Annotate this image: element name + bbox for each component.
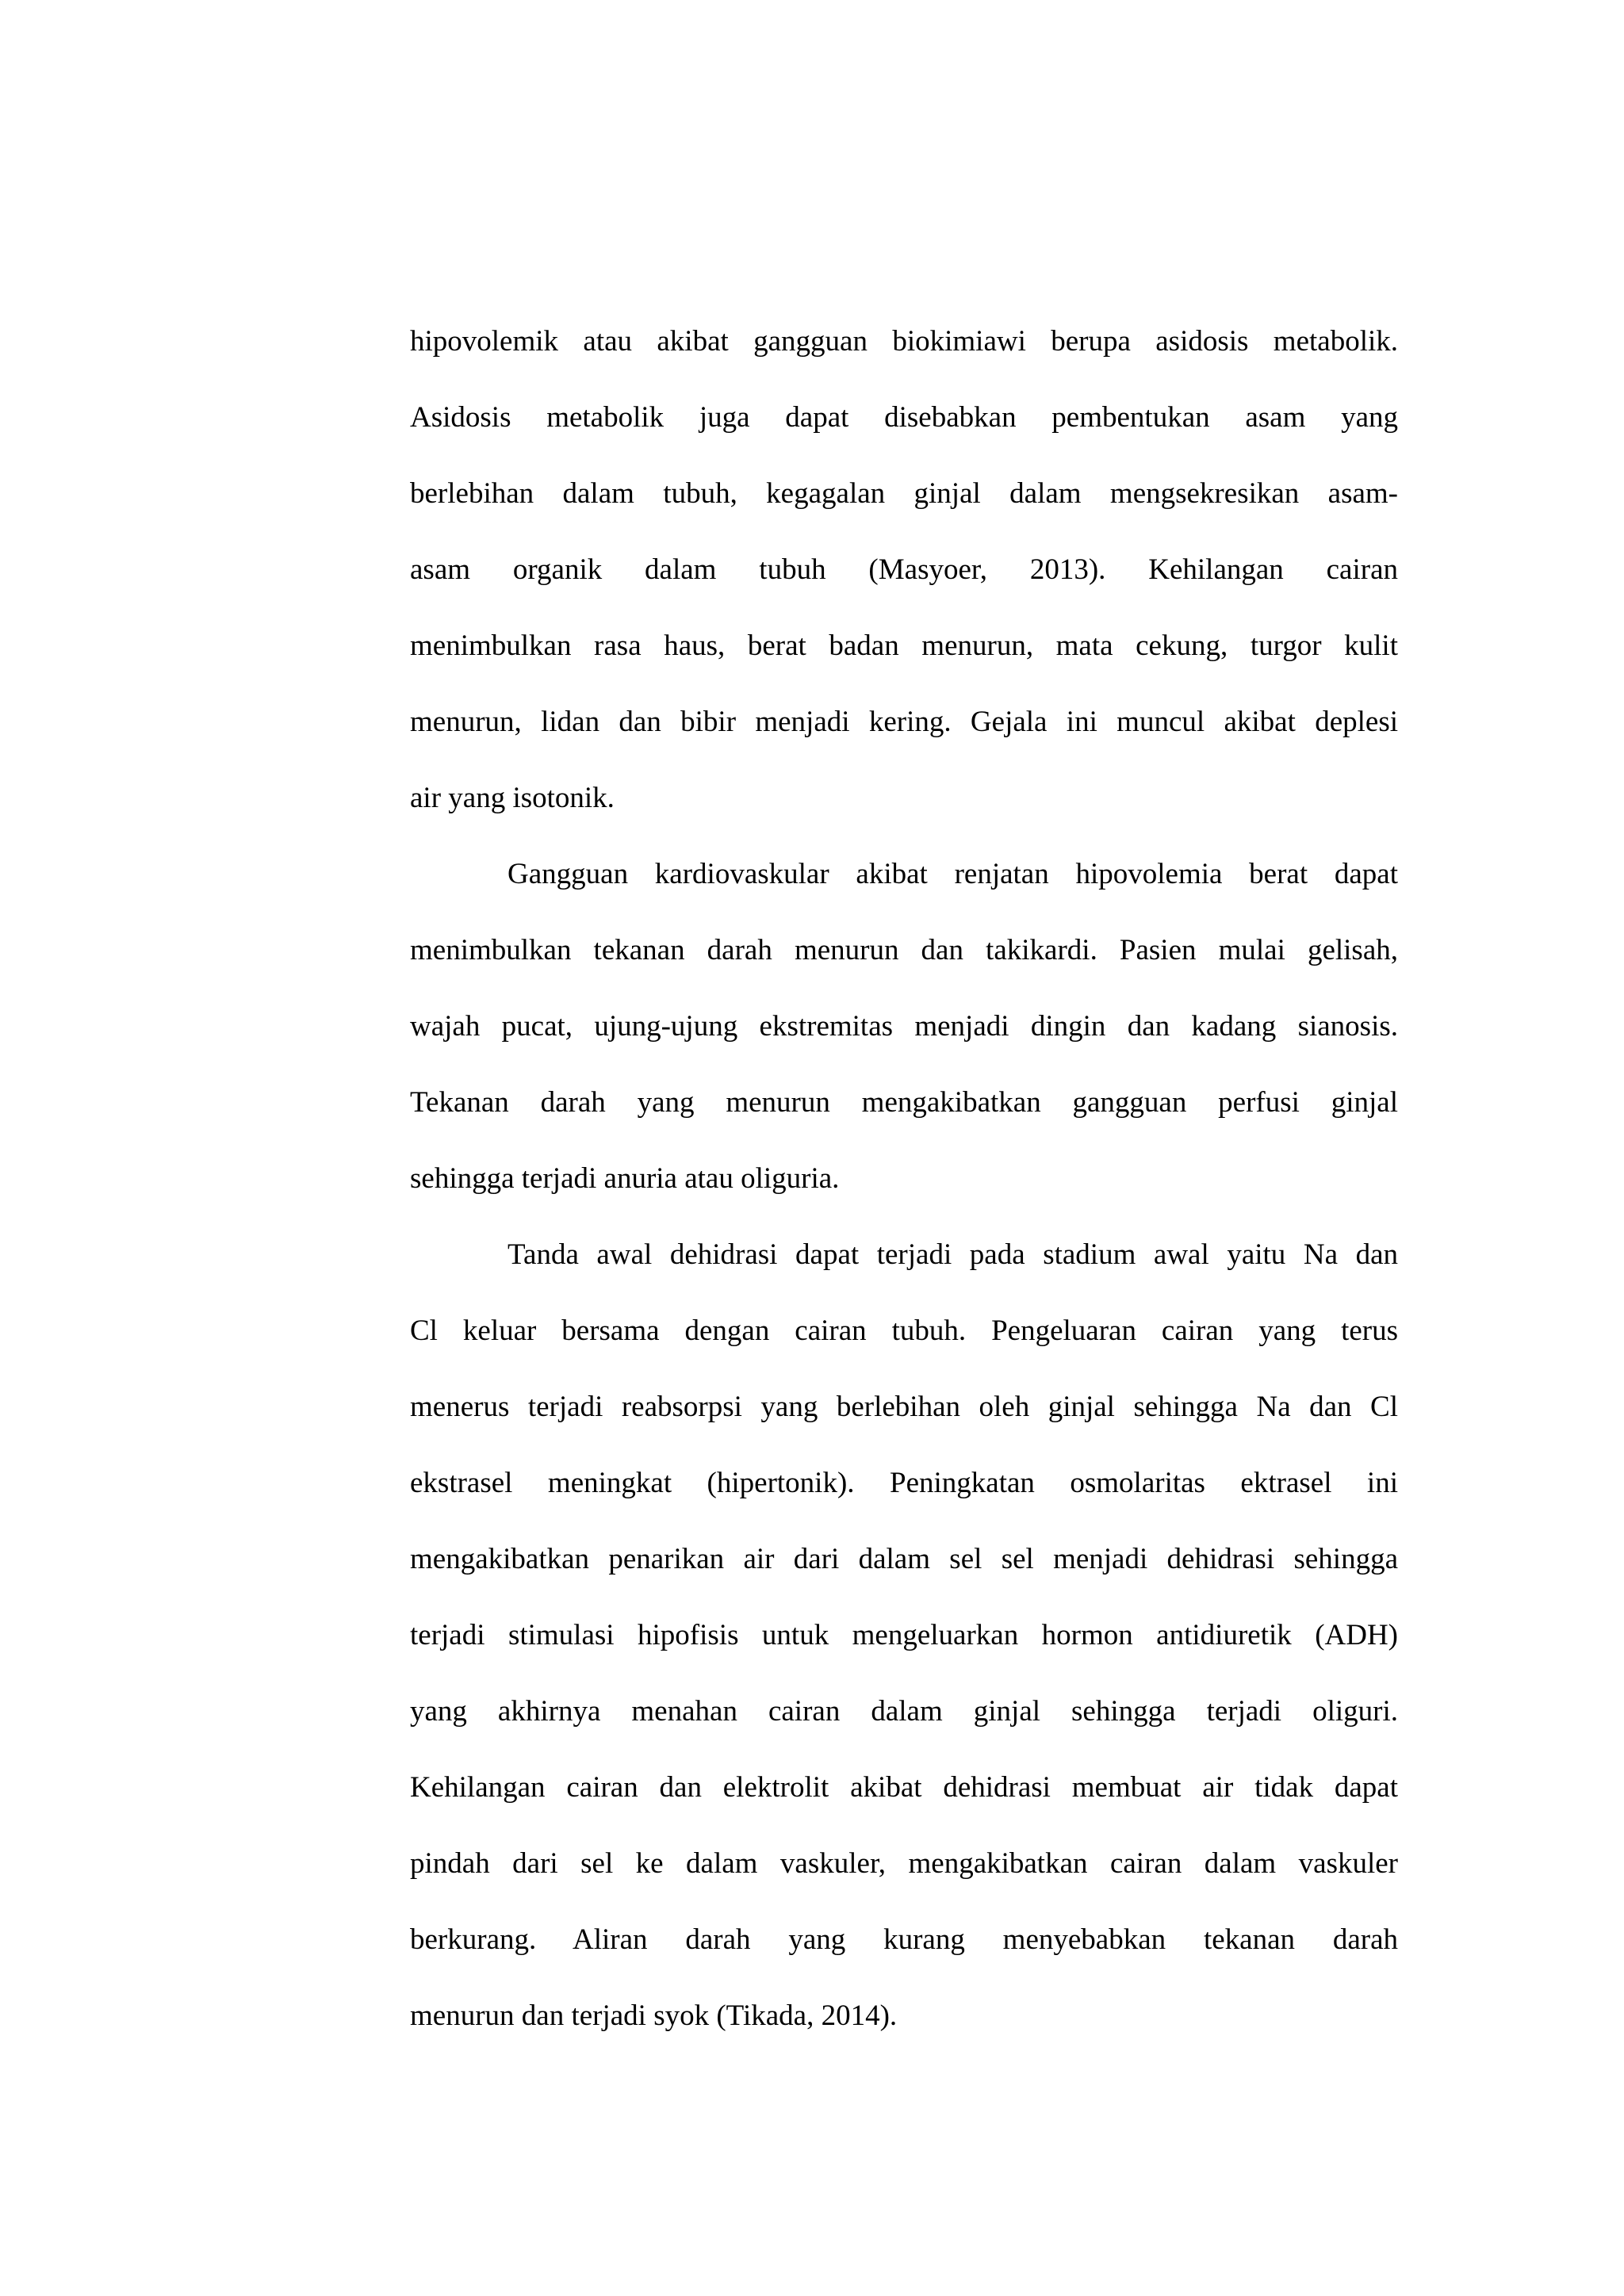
text-line: ekstrasel meningkat (hipertonik). Peningkatan osmolaritas ektrasel ini (410, 1467, 1398, 1499)
text-line: Asidosis metabolik juga dapat disebabkan pembentukan asam yang (410, 401, 1398, 434)
text-line: pindah dari sel ke dalam vaskuler, mengakibatkan cairan dalam vaskuler (410, 1847, 1398, 1880)
text-line: wajah pucat, ujung-ujung ekstremitas menjadi dingin dan kadang sianosis. (410, 1010, 1398, 1043)
text-line: yang akhirnya menahan cairan dalam ginjal sehingga terjadi oliguri. (410, 1695, 1398, 1728)
text-line: menurun, lidan dan bibir menjadi kering. Gejala ini muncul akibat deplesi (410, 706, 1398, 738)
body-text (410, 304, 1398, 2054)
text-line: terjadi stimulasi hipofisis untuk mengeluarkan hormon antidiuretik (ADH) (410, 1619, 1398, 1651)
paragraph-3 (410, 1217, 1398, 2054)
text-line: menurun dan terjadi syok (Tikada, 2014). (410, 1999, 898, 2032)
text-line: air yang isotonik. (410, 782, 615, 814)
text-line: menerus terjadi reabsorpsi yang berlebihan oleh ginjal sehingga Na dan Cl (410, 1391, 1398, 1423)
text-line: asam organik dalam tubuh (Masyoer, 2013). Kehilangan cairan (410, 553, 1398, 586)
text-line: berlebihan dalam tubuh, kegagalan ginjal dalam mengsekresikan asam- (410, 477, 1398, 510)
paragraph-2 (410, 836, 1398, 1217)
text-line: sehingga terjadi anuria atau oliguria. (410, 1162, 840, 1195)
text-line: Gangguan kardiovaskular akibat renjatan hipovolemia berat dapat (508, 858, 1398, 890)
text-line: Tanda awal dehidrasi dapat terjadi pada stadium awal yaitu Na dan (508, 1238, 1398, 1271)
text-line: hipovolemik atau akibat gangguan biokimiawi berupa asidosis metabolik. (410, 325, 1398, 358)
text-line: Kehilangan cairan dan elektrolit akibat dehidrasi membuat air tidak dapat (410, 1771, 1398, 1804)
text-line: menimbulkan tekanan darah menurun dan takikardi. Pasien mulai gelisah, (410, 934, 1398, 966)
text-line: mengakibatkan penarikan air dari dalam sel sel menjadi dehidrasi sehingga (410, 1543, 1398, 1575)
paragraph-1 (410, 304, 1398, 836)
text-line: Tekanan darah yang menurun mengakibatkan gangguan perfusi ginjal (410, 1086, 1398, 1119)
text-line: berkurang. Aliran darah yang kurang menyebabkan tekanan darah (410, 1923, 1398, 1956)
text-line: menimbulkan rasa haus, berat badan menurun, mata cekung, turgor kulit (410, 629, 1398, 662)
text-line: Cl keluar bersama dengan cairan tubuh. Pengeluaran cairan yang terus (410, 1314, 1398, 1347)
